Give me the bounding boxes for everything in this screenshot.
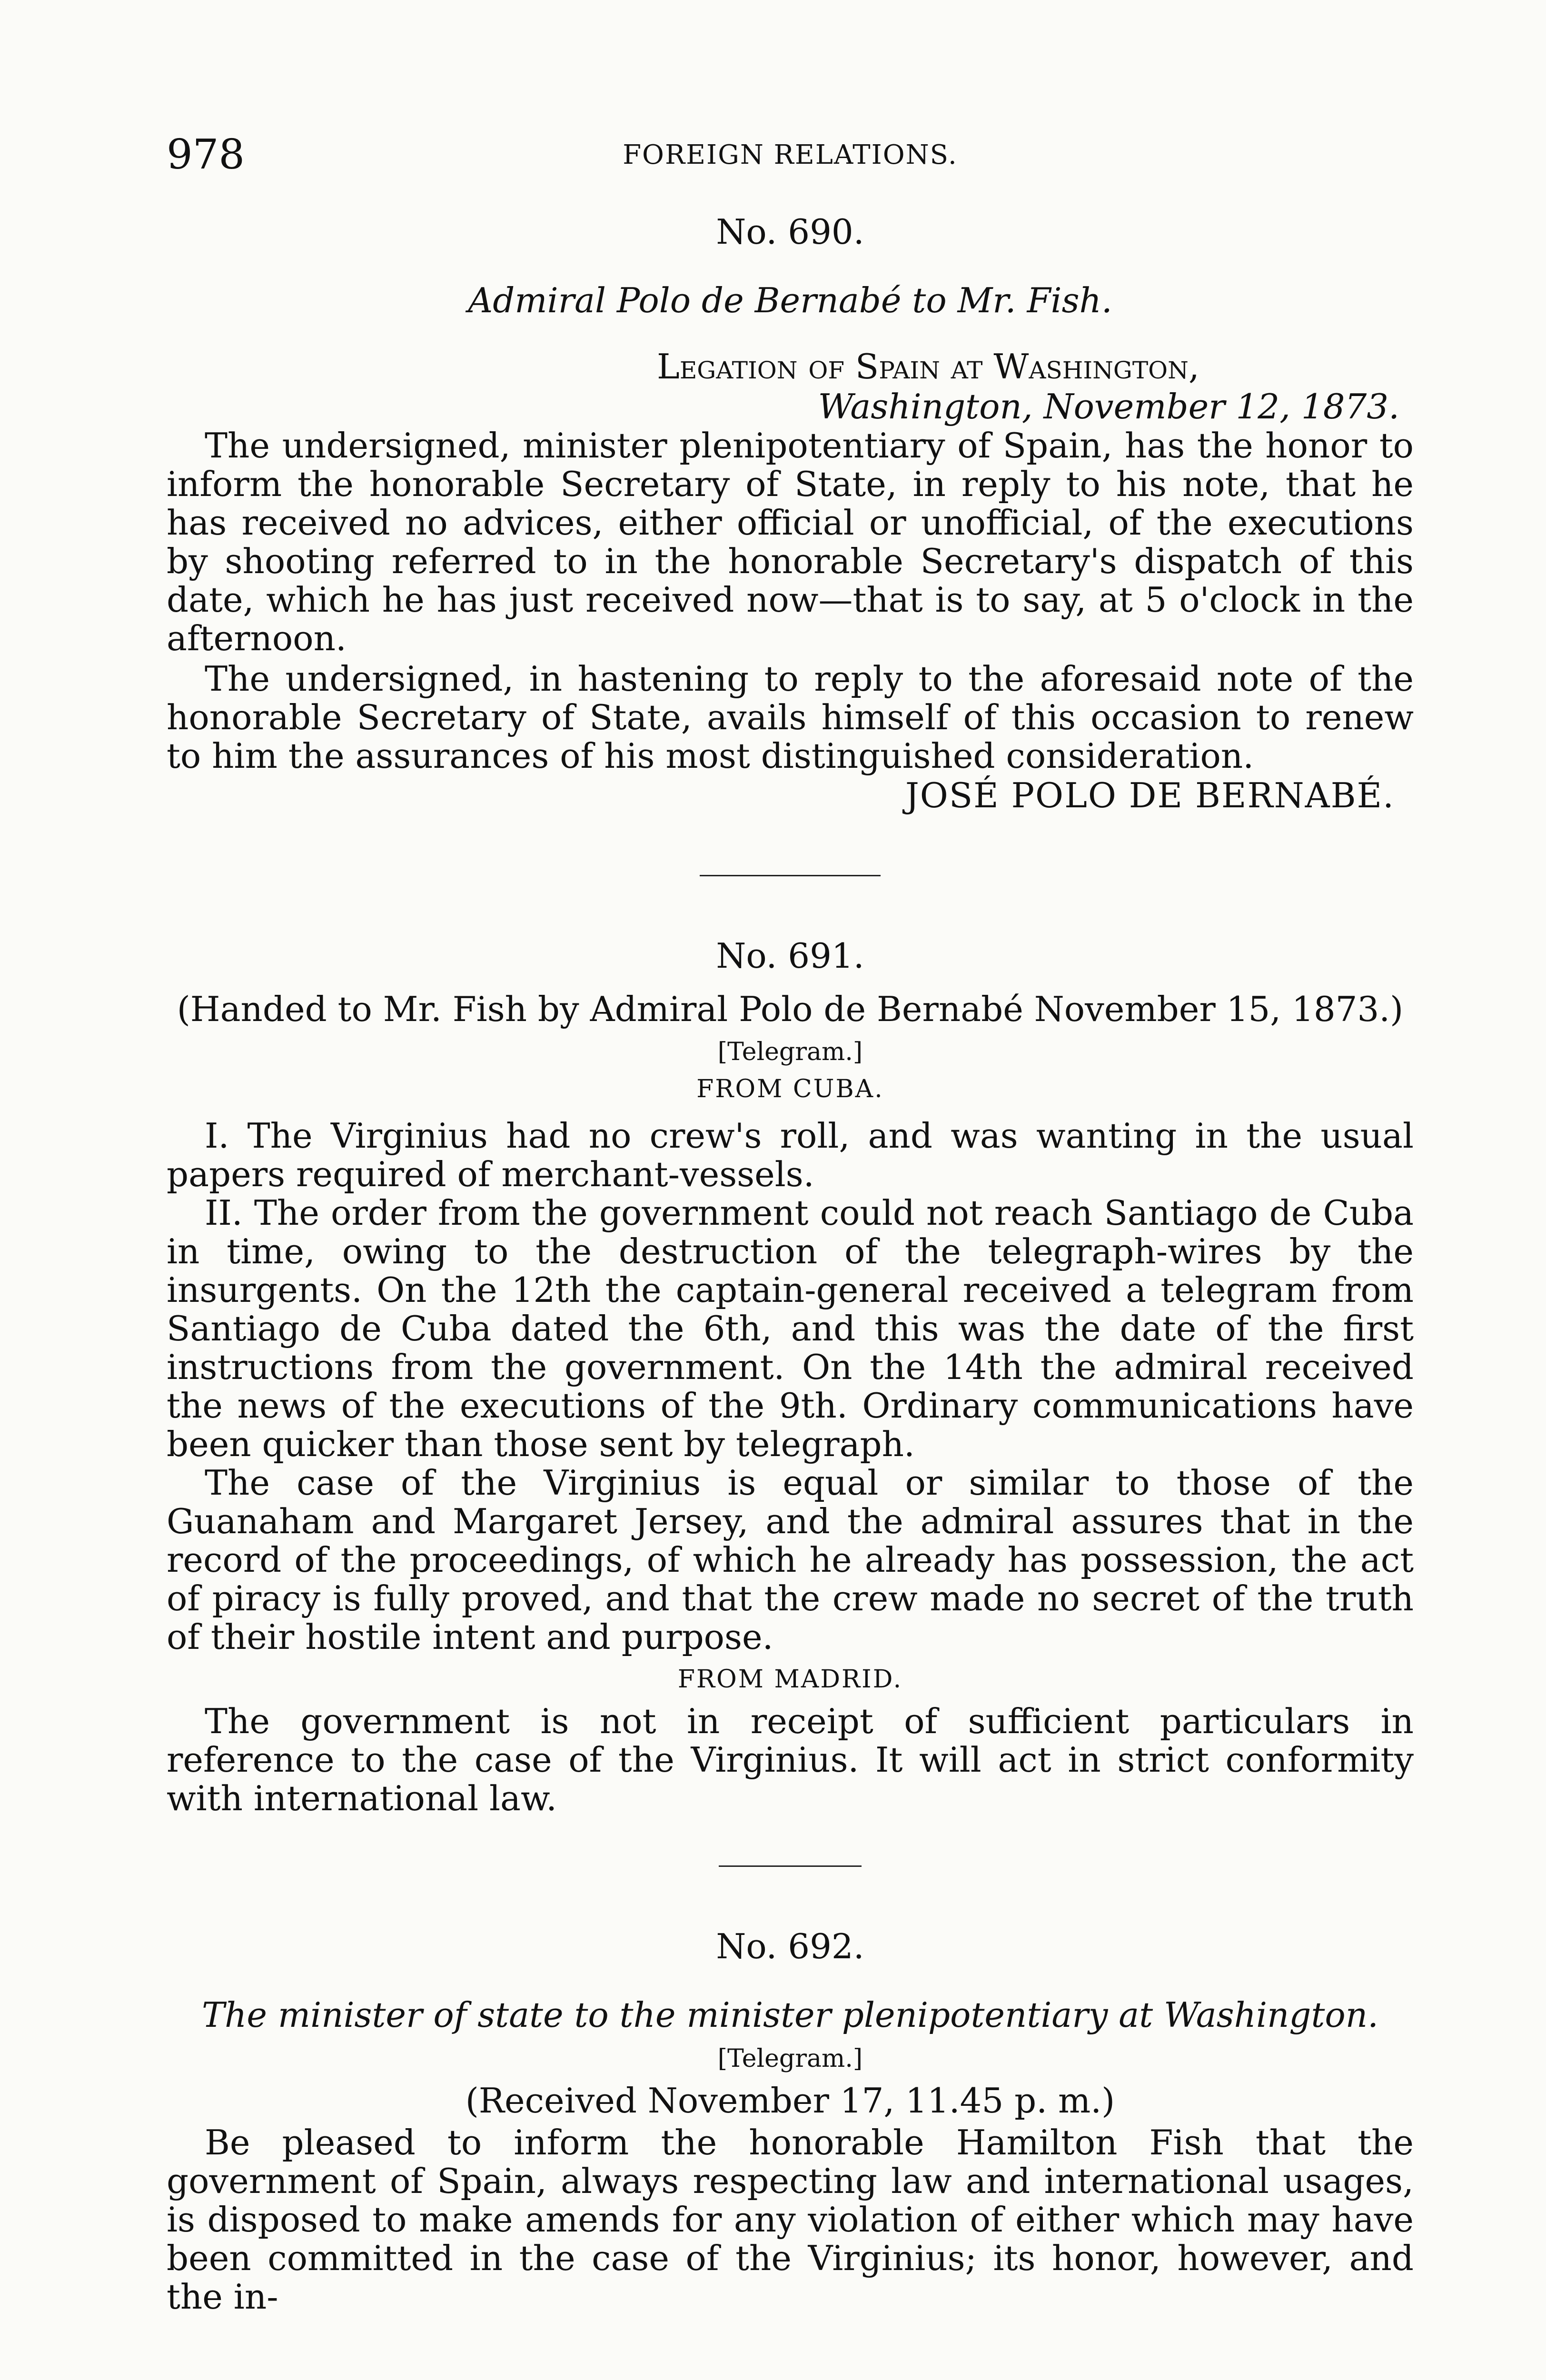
doc-691-para1: I. The Virginius had no crew's roll, and was wanting in the usual papers required of merchant-vessels.: [167, 1116, 1414, 1194]
doc-692-number: No. 692.: [716, 1926, 864, 1966]
doc-691-para4: The government is not in receipt of sufficient particulars in reference to the case of the Virginius. It will act in strict conformity with international law.: [167, 1701, 1414, 1818]
running-title: FOREIGN RELATIONS.: [623, 139, 958, 170]
running-head: [167, 131, 1414, 183]
section-divider: [700, 875, 881, 876]
doc-691-para2: II. The order from the government could not reach Santiago de Cuba in time, owing to the destruction of the telegraph-wires by the insurgents. On the 12th the captain-general received a telegram from Santiago de Cuba dated the 6th, and this was the date of the first instructions from the government. On the 14th the admiral received the news of the executions of the 9th. Ordinary communications have been quicker than those sent by telegraph.: [167, 1193, 1414, 1464]
doc-692-para1: Be pleased to inform the honorable Hamilton Fish that the government of Spain, always respecting law and international usages, is disposed to make amends for any violation of either which may have been committed in the case of the Virginius; its honor, however, and the in-: [167, 2122, 1414, 2317]
doc-690-para1: The undersigned, minister plenipotentiary of Spain, has the honor to inform the honorable Secretary of State, in reply to his note, that he has received no advices, either official or unofficial, of the executions by shooting referred to in the honorable Secretary's dispatch of this date, which he has just received now—that is to say, at 5 o'clock in the afternoon.: [167, 426, 1414, 658]
page-number: 978: [167, 131, 245, 178]
doc-690-signature: JOSÉ POLO DE BERNABÉ.: [905, 775, 1395, 815]
doc-691-handed: (Handed to Mr. Fish by Admiral Polo de Bernabé November 15, 1873.): [177, 989, 1404, 1029]
doc-692-received: (Received November 17, 11.45 p. m.): [465, 2081, 1115, 2121]
doc-690-place-line2: Washington, November 12, 1873.: [818, 387, 1399, 426]
doc-691-number: No. 691.: [716, 936, 864, 976]
doc-691-telegram: [Telegram.]: [717, 1038, 863, 1066]
doc-691-para3: The case of the Virginius is equal or similar to those of the Guanaham and Margaret Jersey, and the admiral assures that in the record of the proceedings, of which he already has possession, the act of piracy is fully proved, and that the crew made no secret of the truth of their hostile intent and purpose.: [167, 1463, 1414, 1657]
doc-692-telegram: [Telegram.]: [717, 2044, 863, 2073]
page-body: [167, 212, 1414, 2316]
legation-text: Legation of Spain at Washington,: [657, 347, 1199, 387]
doc-691-from-cuba: FROM CUBA.: [696, 1075, 884, 1103]
doc-690-para2: The undersigned, in hastening to reply to the aforesaid note of the honorable Secretary of State, avails himself of this occasion to renew to him the assurances of his most distinguished consideration.: [167, 659, 1414, 776]
doc-690-place-line1: [167, 347, 1414, 387]
doc-691-from-madrid: FROM MADRID.: [677, 1665, 903, 1694]
doc-690-title: Admiral Polo de Bernabé to Mr. Fish.: [468, 280, 1112, 320]
section-divider: [719, 1865, 862, 1867]
doc-692-title: The minister of state to the minister plenipotentiary at Washington.: [201, 1995, 1379, 2035]
doc-690-number: No. 690.: [716, 212, 864, 252]
